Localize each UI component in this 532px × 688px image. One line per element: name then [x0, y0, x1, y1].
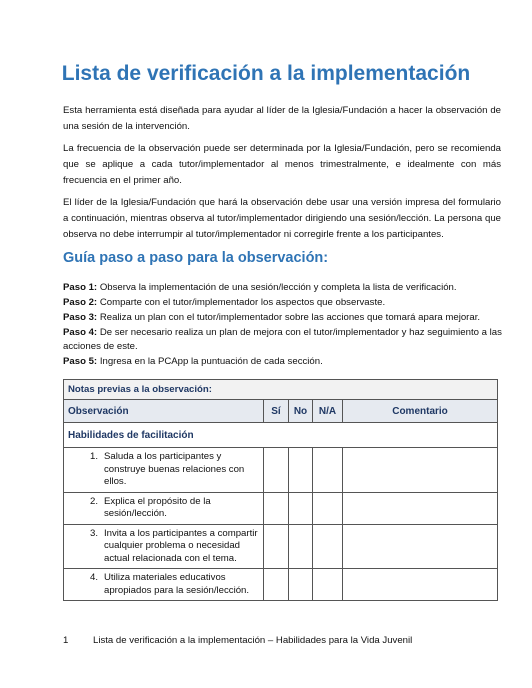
- comment-cell[interactable]: [343, 569, 498, 601]
- header-na: N/A: [313, 400, 343, 423]
- table-row: [64, 524, 498, 569]
- notes-label: Notas previas a la observación:: [64, 380, 498, 400]
- header-si: Sí: [264, 400, 289, 423]
- section-row: [64, 423, 498, 448]
- step-3: [63, 311, 503, 325]
- step-label: Paso 5:: [63, 356, 98, 367]
- intro-paragraph-2: La frecuencia de la observación puede ser determinada por la Iglesia/Fundación, pero se recomienda que se aplique a cada tutor/implementador al menos trimestralmente, e idealmente con más frecuencia en el primer año.: [63, 143, 501, 186]
- comment-cell[interactable]: [343, 524, 498, 569]
- intro-paragraph-3: El líder de la Iglesia/Fundación que hará la observación debe usar una versión impresa del formulario a continuación, mientras observa al tutor/implementador dirigiendo una sesión/lección. La persona que observa no debe interrumpir al tutor/implementador ni corregirle frente a los participantes.: [63, 197, 501, 240]
- comment-cell[interactable]: [343, 492, 498, 524]
- item-number: 1.: [89, 451, 98, 462]
- step-4: [63, 326, 503, 354]
- item-text: Saluda a los participantes y construye buenas relaciones con ellos.: [104, 451, 245, 487]
- page-footer: [63, 635, 412, 646]
- si-cell[interactable]: [264, 524, 289, 569]
- table-row: [64, 448, 498, 493]
- step-label: Paso 2:: [63, 297, 98, 308]
- footer-text: Lista de verificación a la implementación – Habilidades para la Vida Juvenil: [93, 635, 413, 646]
- step-text: Ingresa en la PCApp la puntuación de cada sección.: [99, 356, 323, 367]
- checklist-table: [63, 379, 498, 601]
- step-text: Comparte con el tutor/implementador los aspectos que observaste.: [99, 297, 386, 308]
- item-number: 3.: [89, 527, 98, 539]
- page-title: Lista de verificación a la implementación: [61, 62, 471, 85]
- table-row: [64, 492, 498, 524]
- item-number: 4.: [89, 572, 98, 583]
- step-text: De ser necesario realiza un plan de mejora con el tutor/implementador y haz seguimiento a las acciones de este.: [63, 327, 502, 352]
- si-cell[interactable]: [264, 448, 289, 493]
- notes-row: [64, 380, 498, 400]
- guide-heading: Guía paso a paso para la observación:: [63, 250, 329, 266]
- step-text: Observa la implementación de una sesión/lección y completa la lista de verificación.: [99, 282, 457, 293]
- na-cell[interactable]: [313, 524, 343, 569]
- si-cell[interactable]: [264, 569, 289, 601]
- steps-list: [63, 281, 503, 370]
- header-observation: Observación: [64, 400, 264, 423]
- no-cell[interactable]: [289, 492, 313, 524]
- na-cell[interactable]: [313, 448, 343, 493]
- item-number: 2.: [89, 495, 98, 507]
- na-cell[interactable]: [313, 569, 343, 601]
- no-cell[interactable]: [289, 524, 313, 569]
- step-label: Paso 4:: [63, 327, 98, 338]
- comment-cell[interactable]: [343, 448, 498, 493]
- section-label: Habilidades de facilitación: [64, 423, 498, 448]
- intro-paragraph-1: Esta herramienta está diseñada para ayudar al líder de la Iglesia/Fundación a hacer la observación de una sesión de la intervención.: [63, 105, 501, 132]
- na-cell[interactable]: [313, 492, 343, 524]
- step-label: Paso 3:: [63, 312, 98, 323]
- item-text: Explica el propósito de la sesión/lección.: [104, 495, 211, 519]
- step-2: [63, 296, 503, 310]
- page-number: 1: [63, 635, 69, 646]
- step-label: Paso 1:: [63, 282, 98, 293]
- item-text: Invita a los participantes a compartir cualquier problema o necesidad actual relacionada con el tema.: [104, 527, 258, 564]
- step-text: Realiza un plan con el tutor/implementador sobre las acciones que tomará apara mejorar.: [99, 312, 481, 323]
- no-cell[interactable]: [289, 569, 313, 601]
- step-1: [63, 281, 503, 295]
- header-no: No: [289, 400, 313, 423]
- item-text: Utiliza materiales educativos apropiados para la sesión/lección.: [104, 572, 250, 596]
- header-comment: Comentario: [343, 400, 498, 423]
- header-row: [64, 400, 498, 423]
- table-row: [64, 569, 498, 601]
- step-5: [63, 355, 503, 369]
- si-cell[interactable]: [264, 492, 289, 524]
- no-cell[interactable]: [289, 448, 313, 493]
